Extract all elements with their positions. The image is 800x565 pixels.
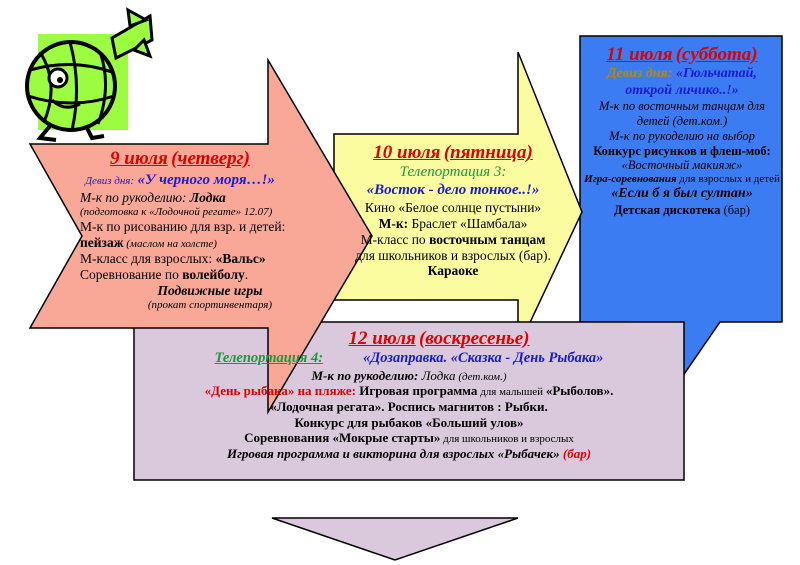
- day12-l5-s: для школьников и взрослых: [440, 433, 574, 446]
- day12-l3: «Лодочная регата». Роспись магнитов : Рыбки.: [270, 399, 548, 415]
- day10-motto: «Восток - дело тонкое..!»: [366, 182, 540, 199]
- day9-l1-pre: М-к по рукоделию:: [80, 190, 190, 206]
- day9-l8: (прокат спортинвентаря): [147, 298, 273, 311]
- day9-l6-pre: Соревнование по: [80, 266, 183, 282]
- day12-l1: Лодка: [421, 367, 456, 383]
- day11-date: 11 июля: [606, 44, 673, 65]
- day10-l3-b: восточным танцам: [429, 231, 546, 247]
- day9-l4-b: пейзаж: [80, 234, 124, 250]
- day9-l5-pre: М-класс для взрослых:: [80, 250, 216, 266]
- day9-l7: Подвижные игры: [157, 282, 263, 298]
- day9-motto: «У черного моря…!»: [137, 172, 275, 189]
- day12-l1-b: М-к по рукоделию:: [311, 367, 422, 383]
- day12-l2-r: «День рыбака» на пляже:: [204, 383, 356, 399]
- day10-weekday: (пятница): [443, 142, 533, 163]
- day9-l6-dot: .: [244, 266, 249, 282]
- day11-l6-b: Детская дискотека: [613, 202, 721, 217]
- day12-l5-b: Соревнования «Мокрые старты»: [244, 430, 441, 446]
- day11-motto-label: Девиз дня:: [607, 66, 676, 82]
- day9-l5-b: «Вальс»: [215, 250, 266, 266]
- day12-date: 12 июля: [348, 328, 416, 349]
- day9-l1-b: Лодка: [189, 190, 226, 206]
- day10-l2: Браслет «Шамбала»: [411, 215, 528, 231]
- day10-l1: Кино «Белое солнце пустыни»: [364, 199, 542, 215]
- day11-l4-b: Игра-соревнования: [584, 173, 677, 186]
- day10-block: [338, 142, 568, 279]
- day11-l2: М-к по рукоделию на выбор: [609, 128, 755, 143]
- day12-l2-s: для малышей: [477, 386, 546, 399]
- day12-motto: «Дозаправка. «Сказка - День Рыбака»: [363, 350, 604, 367]
- day11-motto: «Гюльчатай, открой личико..!»: [625, 66, 757, 98]
- day9-weekday: (четверг): [171, 148, 250, 169]
- day12-tele: Телепортация 4:: [214, 350, 324, 367]
- arrow-bottom: [272, 518, 518, 560]
- day11-weekday: (суббота): [675, 44, 758, 65]
- day12-l6: Игровая программа и викторина для взрослых «Рыбачек»: [226, 446, 560, 462]
- day10-date: 10 июля: [373, 142, 441, 163]
- day12-l1-s: (дет.ком.): [455, 370, 507, 383]
- day9-l2: (подготовка к «Лодочной регате» 12.07): [80, 206, 273, 219]
- day9-l4-s: (маслом на холсте): [123, 237, 217, 250]
- day9-date: 9 июля: [110, 148, 168, 169]
- day12-block: [138, 328, 680, 461]
- day9-l6-b: волейболу: [182, 266, 245, 282]
- day10-l3-pre: М-класс по: [360, 231, 430, 247]
- day11-l5: «Если б я был султан»: [611, 186, 753, 202]
- day10-l2-b: М-к:: [378, 215, 412, 231]
- day12-weekday: (воскресенье): [419, 328, 530, 349]
- day11-l6: (бар): [720, 202, 751, 217]
- day10-l5: Караоке: [427, 263, 479, 279]
- day11-l4: для взрослых и детей: [676, 173, 780, 186]
- day9-l3: М-к по рисованию для взр. и детей:: [80, 218, 286, 234]
- globe-rocket-mascot-icon: [27, 10, 152, 140]
- day12-l2-b: Игровая программа: [355, 383, 478, 399]
- day10-l4: для школьников и взрослых (бар).: [355, 247, 551, 263]
- day9-motto-label: Девиз дня:: [85, 175, 135, 188]
- day12-l2-e: «Рыболов».: [545, 383, 614, 399]
- day11-block: [584, 44, 780, 217]
- day11-l3-b: Конкурс рисунков и флеш-моб:: [593, 143, 771, 158]
- day10-tele: Телепортация 3:: [399, 164, 507, 181]
- day11-l1: М-к по восточным танцам для детей (дет.ком.): [599, 99, 765, 129]
- day9-block: [40, 148, 320, 312]
- day12-l6-r: (бар): [559, 446, 592, 462]
- day11-l3: «Восточный макияж»: [621, 158, 743, 173]
- day12-l4: Конкурс для рыбаков «Больший улов»: [294, 414, 524, 430]
